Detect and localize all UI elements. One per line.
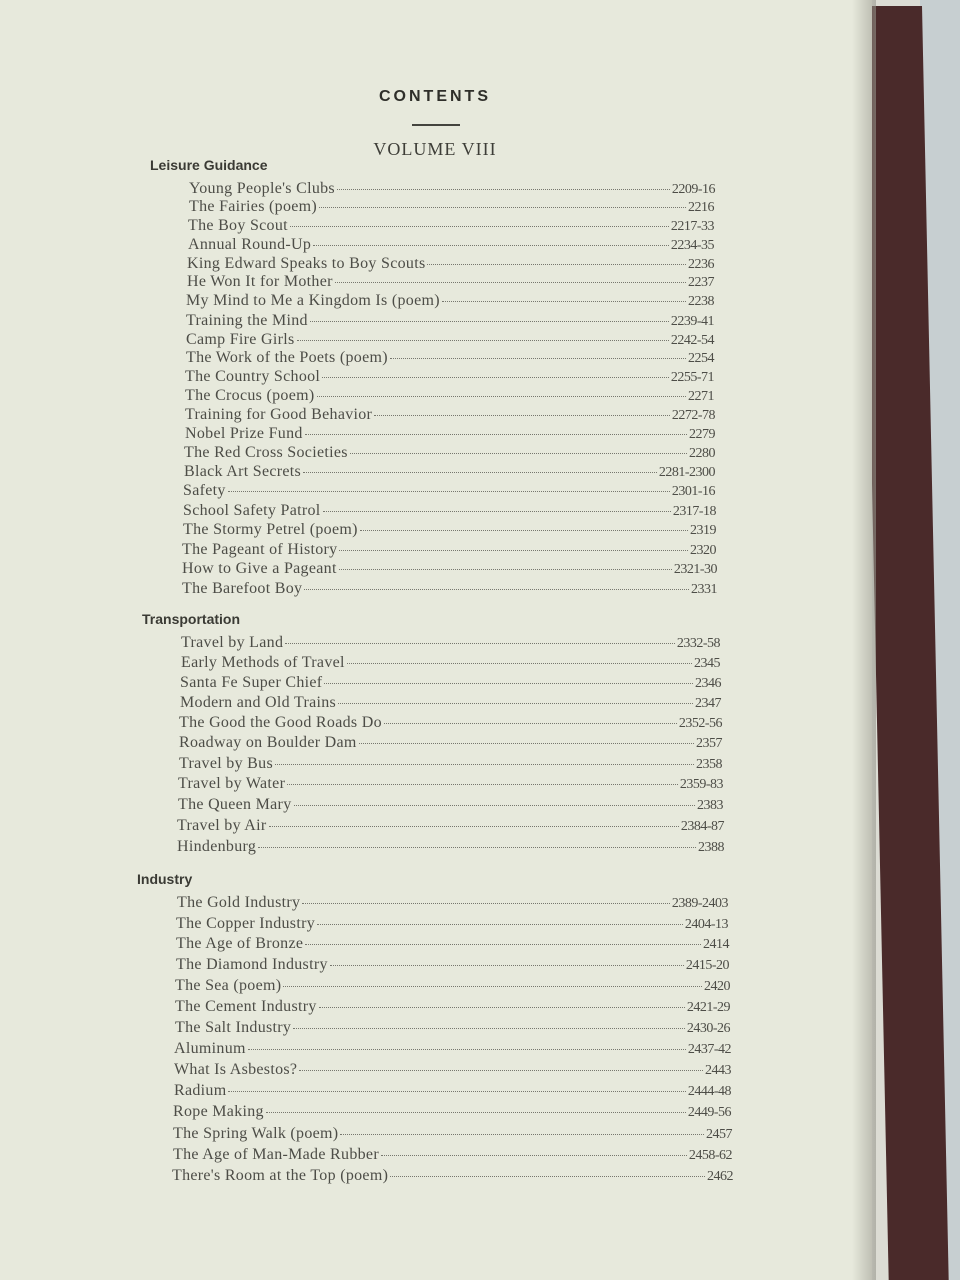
dot-leader — [339, 569, 672, 570]
entry-title: The Cement Industry — [175, 998, 317, 1015]
entry-pages: 2404-13 — [684, 917, 728, 932]
toc-entry — [177, 817, 724, 836]
toc-entry — [177, 894, 728, 913]
dot-leader — [384, 723, 677, 724]
entry-title: Safety — [183, 482, 226, 499]
toc-entry — [182, 580, 717, 599]
toc-entry — [189, 198, 714, 217]
entry-title: The Red Cross Societies — [184, 444, 348, 461]
toc-entry — [185, 425, 715, 444]
entry-pages: 2389-2403 — [671, 896, 728, 911]
dot-leader — [313, 245, 669, 246]
entry-pages: 2458-62 — [688, 1148, 732, 1163]
entry-pages: 2346 — [695, 676, 721, 691]
dot-leader — [374, 415, 670, 416]
entry-title: Modern and Old Trains — [180, 694, 337, 711]
entry-pages: 2255-71 — [670, 370, 714, 385]
toc-entry — [183, 502, 716, 521]
dot-leader — [337, 189, 670, 190]
toc-entry — [180, 694, 721, 713]
toc-entry — [186, 331, 714, 350]
entry-pages: 2449-56 — [687, 1105, 731, 1120]
dot-leader — [442, 301, 686, 302]
toc-entry — [186, 312, 714, 331]
toc-entry — [182, 541, 716, 560]
dot-leader — [319, 207, 686, 208]
toc-entry — [181, 634, 720, 653]
dot-leader — [283, 986, 702, 987]
toc-entry — [185, 406, 715, 425]
toc-entry — [173, 1146, 732, 1165]
toc-entry — [186, 292, 714, 311]
section-heading: Transportation — [142, 611, 241, 627]
dot-leader — [319, 1007, 685, 1008]
toc-entry — [179, 734, 722, 753]
entry-pages: 2357 — [696, 736, 722, 751]
toc-entry — [184, 463, 715, 482]
entry-title: Travel by Air — [177, 817, 267, 834]
dot-leader — [285, 643, 675, 644]
dot-leader — [305, 944, 701, 945]
dot-leader — [248, 1049, 686, 1050]
entry-pages: 2359-83 — [679, 777, 723, 792]
entry-title: The Barefoot Boy — [182, 580, 303, 597]
entry-pages: 2236 — [688, 257, 714, 272]
entry-pages: 2254 — [688, 351, 714, 366]
dot-leader — [323, 511, 671, 512]
entry-pages: 2301-16 — [671, 484, 715, 499]
entry-title: Travel by Land — [181, 634, 284, 651]
entry-pages: 2347 — [695, 696, 721, 711]
entry-title: Radium — [174, 1082, 227, 1099]
entry-title: The Country School — [185, 368, 321, 385]
dot-leader — [228, 491, 670, 492]
entry-pages: 2281-2300 — [658, 465, 715, 480]
entry-pages: 2420 — [704, 979, 730, 994]
entry-pages: 2443 — [705, 1063, 731, 1078]
entry-title: The Sea (poem) — [175, 977, 282, 994]
dot-leader — [324, 683, 693, 684]
toc-entry — [187, 273, 714, 292]
entry-title: How to Give a Pageant — [182, 560, 337, 577]
toc-entry — [176, 935, 729, 954]
dot-leader — [340, 1134, 704, 1135]
dot-leader — [294, 805, 696, 806]
entry-title: The Boy Scout — [188, 217, 288, 234]
toc-entry — [175, 998, 730, 1017]
entry-pages: 2384-87 — [680, 819, 724, 834]
toc-entry — [174, 1082, 731, 1101]
dot-leader — [287, 784, 678, 785]
toc-entry — [185, 387, 714, 406]
entry-title: The Age of Man-Made Rubber — [173, 1146, 379, 1163]
entry-pages: 2272-78 — [671, 408, 715, 423]
dot-leader — [339, 550, 688, 551]
entry-pages: 2383 — [697, 798, 723, 813]
entry-pages: 2242-54 — [670, 333, 714, 348]
toc-entry — [188, 217, 714, 236]
toc-entry — [180, 674, 721, 693]
toc-entry — [178, 796, 723, 815]
dot-leader — [317, 396, 686, 397]
toc-entry — [174, 1061, 731, 1080]
entry-title: Training for Good Behavior — [185, 406, 373, 423]
entry-title: The Pageant of History — [182, 541, 338, 558]
toc-entry — [187, 255, 714, 274]
toc-entry — [179, 714, 722, 733]
dot-leader — [275, 764, 694, 765]
dot-leader — [322, 377, 669, 378]
dot-leader — [335, 282, 686, 283]
entry-pages: 2234-35 — [670, 238, 714, 253]
dot-leader — [359, 743, 694, 744]
entry-pages: 2280 — [689, 446, 715, 461]
entry-pages: 2216 — [688, 200, 714, 215]
toc-entry — [183, 521, 716, 540]
entry-pages: 2239-41 — [670, 314, 714, 329]
dot-leader — [350, 453, 687, 454]
dot-leader — [338, 703, 693, 704]
entry-title: My Mind to Me a Kingdom Is (poem) — [186, 292, 440, 309]
toc-entry — [188, 236, 714, 255]
entry-title: Santa Fe Super Chief — [180, 674, 323, 691]
toc-entry — [182, 560, 717, 579]
dot-leader — [303, 472, 657, 473]
entry-title: Training the Mind — [186, 312, 308, 329]
entry-title: The Gold Industry — [177, 894, 301, 911]
entry-title: King Edward Speaks to Boy Scouts — [187, 255, 426, 272]
entry-title: The Age of Bronze — [176, 935, 304, 952]
dot-leader — [305, 434, 687, 435]
dot-leader — [258, 847, 696, 848]
toc-entry — [173, 1103, 731, 1122]
entry-pages: 2238 — [688, 294, 714, 309]
entry-pages: 2320 — [690, 543, 716, 558]
entry-title: The Spring Walk (poem) — [173, 1125, 339, 1142]
dot-leader — [290, 226, 669, 227]
entry-title: Travel by Bus — [179, 755, 273, 772]
entry-pages: 2317-18 — [672, 504, 716, 519]
dot-leader — [228, 1091, 685, 1092]
entry-title: Travel by Water — [178, 775, 286, 792]
entry-title: The Good the Good Roads Do — [179, 714, 382, 731]
entry-title: Rope Making — [173, 1103, 264, 1120]
entry-pages: 2209-16 — [671, 182, 715, 197]
entry-pages: 2444-48 — [687, 1084, 731, 1099]
entry-title: Early Methods of Travel — [181, 654, 345, 671]
entry-title: Young People's Clubs — [189, 180, 335, 197]
entry-pages: 2319 — [690, 523, 716, 538]
entry-title: The Diamond Industry — [176, 956, 328, 973]
entry-pages: 2414 — [703, 937, 729, 952]
entry-title: Roadway on Boulder Dam — [179, 734, 357, 751]
dot-leader — [330, 965, 684, 966]
entry-pages: 2415-20 — [685, 958, 729, 973]
dot-leader — [360, 530, 688, 531]
entry-title: The Work of the Poets (poem) — [186, 349, 388, 366]
entry-pages: 2462 — [707, 1169, 733, 1184]
toc-entry — [186, 349, 714, 368]
dot-leader — [317, 924, 683, 925]
dot-leader — [299, 1070, 703, 1071]
dot-leader — [427, 264, 686, 265]
toc-entry — [184, 444, 715, 463]
entry-title: Annual Round-Up — [188, 236, 312, 253]
entry-pages: 2430-26 — [686, 1021, 730, 1036]
toc-entry — [175, 1019, 730, 1038]
title-rule — [412, 124, 460, 126]
entry-pages: 2421-29 — [686, 1000, 730, 1015]
entry-pages: 2388 — [698, 840, 724, 855]
entry-pages: 2457 — [706, 1127, 732, 1142]
entry-title: Camp Fire Girls — [186, 331, 295, 348]
toc-entry — [176, 915, 728, 934]
toc-entry — [189, 180, 715, 199]
entry-pages: 2217-33 — [670, 219, 714, 234]
entry-pages: 2332-58 — [676, 636, 720, 651]
toc-entry — [174, 1040, 731, 1059]
entry-title: Black Art Secrets — [184, 463, 302, 480]
entry-title: The Crocus (poem) — [185, 387, 315, 404]
entry-pages: 2352-56 — [678, 716, 722, 731]
toc-entry — [172, 1167, 733, 1186]
toc-entry — [178, 775, 723, 794]
entry-title: There's Room at the Top (poem) — [172, 1167, 389, 1184]
entry-title: Hindenburg — [177, 838, 257, 855]
toc-entry — [185, 368, 714, 387]
toc-entry — [177, 838, 724, 857]
entry-title: School Safety Patrol — [183, 502, 321, 519]
dot-leader — [269, 826, 679, 827]
dot-leader — [304, 589, 689, 590]
dot-leader — [297, 340, 669, 341]
dot-leader — [347, 663, 692, 664]
page-title: CONTENTS — [379, 88, 491, 105]
entry-title: What Is Asbestos? — [174, 1061, 298, 1078]
entry-pages: 2271 — [688, 389, 714, 404]
volume-title: VOLUME VIII — [373, 139, 497, 159]
dot-leader — [293, 1028, 685, 1029]
section-heading: Leisure Guidance — [150, 157, 268, 173]
dot-leader — [390, 1176, 705, 1177]
entry-title: Nobel Prize Fund — [185, 425, 303, 442]
toc-entry — [176, 956, 729, 975]
section-heading: Industry — [137, 871, 193, 887]
dot-leader — [390, 358, 686, 359]
entry-pages: 2437-42 — [687, 1042, 731, 1057]
toc-entry — [183, 482, 715, 501]
entry-pages: 2345 — [694, 656, 720, 671]
toc-entry — [181, 654, 720, 673]
entry-title: The Salt Industry — [175, 1019, 292, 1036]
entry-pages: 2331 — [691, 582, 717, 597]
entry-pages: 2237 — [688, 275, 714, 290]
toc-entry — [175, 977, 730, 996]
dot-leader — [381, 1155, 687, 1156]
dot-leader — [302, 903, 670, 904]
entry-pages: 2321-30 — [673, 562, 717, 577]
toc-entry — [173, 1125, 732, 1144]
dot-leader — [310, 321, 669, 322]
toc-entry — [179, 755, 722, 774]
entry-title: He Won It for Mother — [187, 273, 333, 290]
entry-pages: 2358 — [696, 757, 722, 772]
entry-pages: 2279 — [689, 427, 715, 442]
dot-leader — [266, 1112, 686, 1113]
entry-title: Aluminum — [174, 1040, 246, 1057]
entry-title: The Fairies (poem) — [189, 198, 318, 215]
entry-title: The Copper Industry — [176, 915, 316, 932]
entry-title: The Stormy Petrel (poem) — [183, 521, 358, 538]
entry-title: The Queen Mary — [178, 796, 292, 813]
